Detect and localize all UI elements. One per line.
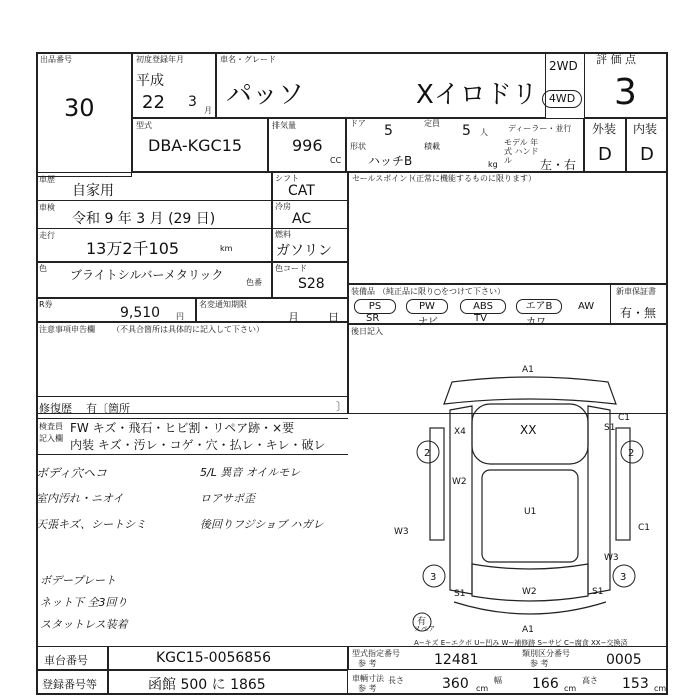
damage-legend: A−キズ E−エクボ U−凹み W−補修跡 S−サビ C−腐食 XX−交換済 [414,639,628,647]
mark-w3-left: W3 [394,527,409,537]
reference-label: 参 考 [358,659,377,668]
equipment-tv: TV [474,313,487,324]
first-reg-month: 3 [188,94,197,110]
yen-unit: 円 [176,312,184,321]
repair-end: 〕 [336,400,347,413]
circled-2-right: 2 [628,448,635,459]
tax-month: 月 [288,311,299,324]
note-right-3: 後回りフジショブ ハガレ [200,518,324,531]
mark-x4: X4 [454,427,466,437]
ac-label: 冷房 [275,202,291,211]
damage-diagram [392,364,668,634]
note-left-1: ボディ穴ヘコ [36,466,108,480]
width-label: 幅 [494,676,502,685]
mark-w3-right: W3 [604,553,619,563]
mark-u1: U1 [524,507,537,517]
equipment-pw: PW [406,299,448,314]
kg-unit: kg [488,160,498,169]
capacity: 5 [462,123,471,139]
score-label: 評 価 点 [596,53,636,66]
grade: Xイロドリ [416,80,538,110]
shift-label: シフト [275,174,299,183]
reg-label: 登録番号等 [42,678,97,691]
displacement: 996 [292,136,323,155]
dealer-label: ディーラー・並行 [508,124,572,133]
type-designation: 12481 [434,652,479,668]
height-unit: cm [654,684,667,693]
era: 平成 [136,73,164,89]
equipment-ps: PS [354,299,396,314]
inspector-label: 検査員 [39,422,63,431]
rear-bumper [454,602,606,614]
right-panel [616,428,630,540]
mark-s1-left: S1 [454,589,466,599]
inspection-line-fw: FW キズ・飛石・ヒビ割・リペア跡・×要 [70,421,295,435]
width-unit: cm [564,684,577,693]
hood-outline [444,377,616,404]
equipment-airbag: エアB [516,299,562,314]
size-label: 車輌寸法 [352,674,384,683]
note-right-1: 5/L 異音 オイルモレ [200,466,301,479]
note-bottom-2: ネット下 全3回り [40,596,128,609]
exterior-label: 外装 [592,122,617,136]
displacement-label: 排気量 [272,121,296,130]
reg: 函館 500 に 1865 [148,677,266,693]
color-no-label: 色番 [246,278,262,287]
mark-w2-left: W2 [452,477,467,487]
equipment-navi: ナビ [418,317,438,328]
note-left-2: 室内汚れ・ニオイ [36,492,124,505]
circled-3-left: 3 [430,572,437,583]
mark-a1-top: A1 [522,365,534,375]
score: 3 [614,72,637,113]
cc-unit: CC [330,156,342,165]
color-label: 色 [39,264,47,273]
exterior-grade: D [598,144,612,165]
car-name: パッソ [226,80,305,110]
right-side [588,406,610,594]
spare-label: スペア [414,625,435,633]
warranty-label: 新車保証書 [616,287,656,296]
chassis: KGC15-0056856 [156,650,272,666]
mark-c1-right: C1 [638,523,651,533]
fuel: ガソリン [276,243,332,259]
equipment-sr: SR [366,313,380,324]
model: DBA-KGC15 [148,136,243,155]
recycle-label: R券 [39,300,53,309]
shift: CAT [288,183,315,199]
recycle-cell [36,298,196,322]
circled-2-left: 2 [424,448,431,459]
model-label: 型式 [136,121,152,130]
first-reg-label: 初度登録年月 [136,55,184,64]
mark-xx: XX [520,423,537,437]
name-label: 車名・グレード [220,55,276,64]
color-code-label: 色コード [275,264,307,273]
shape: ハッチB [368,154,413,168]
repair-label: 修復歴 [39,402,72,415]
notes-cell [36,322,348,414]
rear-label: 後日記入 [351,327,383,336]
history-label: 車歴 [39,175,55,184]
color: ブライトシルバーメタリック [70,268,224,282]
drive-2wd: 2WD [549,59,578,73]
reference-label-2: 参 考 [530,659,549,668]
reference-label-3: 参 考 [358,684,377,693]
mark-s1-right: S1 [592,587,604,597]
handle-label: モデル 年式 ハンドル [504,138,539,165]
category-label: 類別区分番号 [522,649,570,658]
length-unit: cm [476,684,489,693]
drive-4wd: 4WD [542,90,582,108]
width: 166 [532,676,559,692]
circled-3-right: 3 [620,572,627,583]
entry-label: 記入欄 [39,434,63,443]
auction-sheet [36,52,668,695]
chassis-label: 車台番号 [44,654,88,667]
interior-label: 内装 [633,122,658,136]
repair: 有〔箇所 [86,402,130,415]
tax-day: 日 [328,311,339,324]
doors-label: ドア [350,119,366,128]
note-bottom-1: ボデープレート [40,574,117,587]
height-label: 高さ [582,676,598,685]
tax-label: 名変通知期限 [199,300,247,309]
km-unit: km [220,244,233,253]
note-left-3: 天張キズ、シートシミ [36,518,147,531]
left-panel [430,428,444,540]
ac: AC [292,211,312,227]
inspection-label: 車検 [39,203,55,212]
load-label: 積載 [424,142,440,151]
inspection-line-interior: 内装 キズ・汚レ・コゲ・穴・払レ・キレ・破レ [70,438,326,452]
inspection: 令和 9 年 3 月 (29 日) [72,211,216,227]
mark-a1-bottom: A1 [522,625,534,634]
interior-grade: D [640,144,654,165]
category: 0005 [606,652,642,668]
mark-w2-rear: W2 [522,587,537,597]
handle: 左・右 [540,158,577,172]
mileage-label: 走行 [39,231,55,240]
type-designation-label: 型式指定番号 [352,649,400,658]
doors: 5 [384,123,393,139]
mileage: 13万2千105 [86,239,180,258]
spare-mark: 有 [417,617,427,627]
length-label: 長さ [388,676,404,685]
person-unit: 人 [480,128,488,137]
note-right-2: ロアサポ歪 [200,492,255,505]
sales-point-label: セールスポイント [352,174,416,183]
warranty: 有・無 [620,306,657,320]
note-bottom-3: スタットレス装着 [40,618,128,631]
shape-label: 形状 [350,142,366,151]
first-reg-year: 22 [142,92,165,113]
equipment-label: 装備品 [351,287,375,296]
equipment-leather: カワ [526,317,546,328]
month-unit: 月 [204,106,212,115]
height: 153 [622,676,649,692]
length: 360 [442,676,469,692]
notes-label: 注意事項申告欄 [39,325,95,334]
fuel-label: 燃料 [275,230,291,239]
mark-s1-top: S1 [604,423,616,433]
notes-note: （不具合箇所は具体的に記入して下さい） [112,325,264,334]
equipment-aw: AW [578,301,595,312]
lot-label: 出品番号 [40,55,72,64]
recycle: 9,510 [120,305,161,321]
history: 自家用 [72,183,114,199]
lot-number: 30 [64,94,95,122]
equipment-abs: ABS [460,299,506,314]
mark-c1-top: C1 [618,413,631,423]
color-code: S28 [298,276,325,292]
sales-point-cell [348,172,668,284]
sales-point-note: （正常に機能するものに限ります） [408,174,536,183]
capacity-label: 定員 [424,119,440,128]
equipment-note: （純正品に限り○をつけて下さい） [378,287,505,296]
